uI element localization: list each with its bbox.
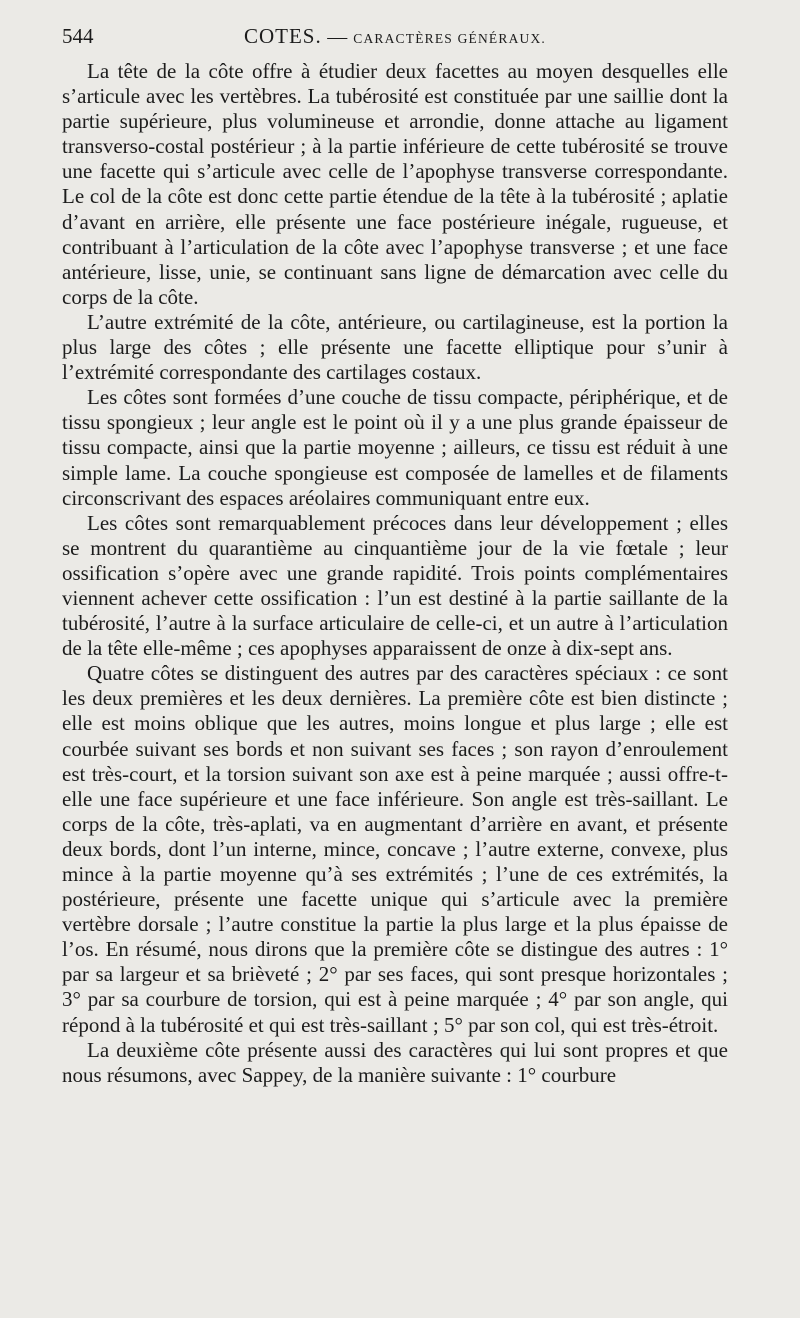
page-number: 544 — [62, 24, 94, 48]
running-title-main: COTES. — [243, 24, 322, 48]
running-header — [62, 24, 728, 50]
running-title-sub: CARACTÈRES GÉNÉRAUX. — [353, 31, 547, 46]
paragraph-anterior-extremity: L’autre extrémité de la côte, antérieure, ou cartilagineuse, est la portion la plus large des côtes ; elle présente une facette elliptique pour s’unir à l’extrémité correspondante des cartilages costaux. — [62, 309, 728, 385]
paragraph-first-rib: Quatre côtes se distinguent des autres par des caractères spéciaux : ce sont les deux premières et les deux dernières. La première côte est bien distincte ; elle est moins oblique que les autres, moins longue et plus large ; elle est courbée suivant ses bords et non suivant ses faces ; son rayon d’enroulement est très-court, et la torsion suivant son axe est à peine marquée ; aussi offre-t-elle une face supérieure et une face inférieure. Son angle est très-saillant. Le corps de la côte, très-aplati, va en augmentant d’arrière en avant, et présente deux bords, dont l’un interne, mince, concave ; l’autre externe, convexe, plus mince à la partie moyenne qu’à ses extrémités ; l’une de ces extrémités, la postérieure, présente une facette unique qui s’articule avec la première vertèbre dorsale ; l’autre constitue la partie la plus large et la plus épaisse de l’os. En résumé, nous dirons que la première côte se distingue des autres : 1° par sa largeur et sa brièveté ; 2° par ses faces, qui sont presque horizontales ; 3° par sa courbure de torsion, qui est à peine marquée ; 4° par son angle, qui répond à la tubérosité et qui est très-saillant ; 5° par son col, qui est très-étroit. — [62, 661, 728, 1037]
body-text — [62, 59, 728, 1088]
paragraph-structure: Les côtes sont formées d’une couche de tissu compacte, périphérique, et de tissu spongieux ; leur angle est le point où il y a une plus grande épaisseur de tissu compacte, ainsi que la partie moyenne ; ailleurs, ce tissu est réduit à une simple lame. La couche spongieuse est composée de lamelles et de filaments circonscrivant des espaces aréolaires communiquant entre eux. — [62, 385, 728, 510]
running-title — [62, 24, 728, 49]
paragraph-development: Les côtes sont remarquablement précoces dans leur développement ; elles se montrent du quarantième au cinquantième jour de la vie fœtale ; leur ossification s’opère avec une grande rapidité. Trois points complémentaires viennent achever cette ossification : l’un est destiné à la partie saillante de la tubérosité, l’autre à la surface articulaire de celle-ci, et un autre à l’articulation de la tête elle-même ; ces apophyses apparaissent de onze à dix-sept ans. — [62, 510, 728, 661]
paragraph-head-and-neck: La tête de la côte offre à étudier deux facettes au moyen desquelles elle s’articule avec les vertèbres. La tubérosité est constituée par une saillie dont la partie supérieure, plus volumineuse et arrondie, donne attache au ligament transverso-costal postérieur ; à la partie inférieure de cette tubérosité se trouve une facette qui s’articule avec celle de l’apophyse transverse correspondante. Le col de la côte est donc cette partie étendue de la tête à la tubérosité ; aplatie d’avant en arrière, elle présente une face postérieure inégale, rugueuse, et contribuant à l’articulation de la côte avec l’apophyse transverse ; et une face antérieure, lisse, unie, se continuant sans ligne de démarcation avec celle du corps de la côte. — [62, 59, 728, 309]
paragraph-second-rib: La deuxième côte présente aussi des caractères qui lui sont propres et que nous résumons, avec Sappey, de la manière suivante : 1° courbure — [62, 1037, 728, 1087]
running-title-dash: — — [321, 26, 354, 48]
